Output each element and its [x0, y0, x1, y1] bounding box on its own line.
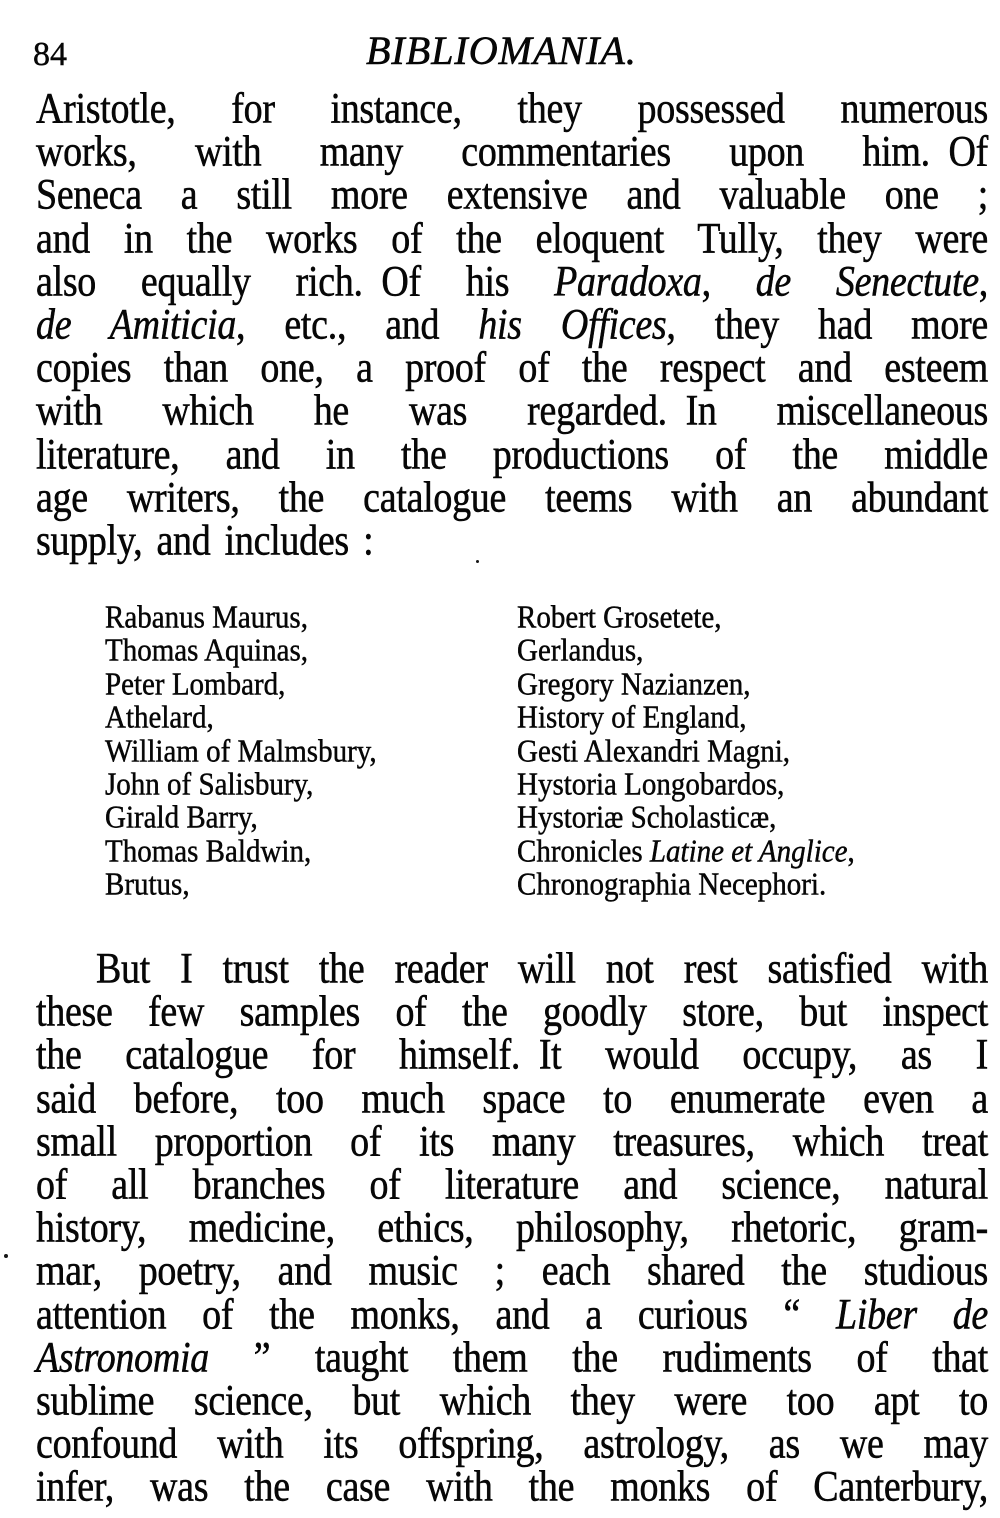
text-line	[105, 634, 377, 670]
text-line	[36, 1291, 988, 1340]
text-segment: Girald Barry,	[105, 801, 258, 836]
text-segment: literature, and in the productions of the middle	[36, 430, 988, 479]
text-segment: Thomas Aquinas,	[105, 634, 308, 669]
text-line	[36, 1075, 988, 1124]
italic-text: de Amiticia	[36, 301, 237, 349]
text-line	[36, 1377, 988, 1426]
scan-speck	[476, 560, 479, 563]
text-line	[105, 734, 377, 770]
text-line	[36, 258, 988, 307]
catalogue-column-right	[517, 602, 855, 903]
text-segment: Robert Grosetete,	[517, 600, 722, 636]
text-segment: history, medicine, ethics, philosophy, rhetoric, gram-	[36, 1204, 988, 1252]
text-segment: sublime science, but which they were too apt to	[36, 1377, 988, 1425]
italic-text: Latine et Anglice	[649, 834, 848, 869]
body-paragraph-2	[36, 945, 988, 1511]
text-segment: , etc., and	[236, 301, 479, 349]
text-line	[105, 768, 377, 804]
text-segment: the catalogue for himself. It would occupy, as I	[36, 1031, 988, 1080]
text-segment: Seneca a still more extensive and valuable one ;	[36, 171, 988, 220]
text-line	[517, 768, 855, 804]
text-line	[36, 1204, 988, 1253]
text-line	[517, 801, 855, 837]
text-line	[36, 1248, 988, 1297]
text-segment: ,	[847, 834, 855, 869]
text-line	[36, 1420, 988, 1469]
body-paragraph-1	[36, 85, 989, 565]
text-line	[517, 868, 855, 904]
text-segment: Peter Lombard,	[105, 667, 286, 703]
text-segment: small proportion of its many treasures, which treat	[36, 1117, 988, 1166]
text-segment: said before, too much space to enumerate even a	[36, 1074, 988, 1123]
italic-text: his Offices	[478, 301, 667, 349]
text-segment: Athelard,	[105, 700, 214, 736]
text-segment: and in the works of the eloquent Tully, they were	[36, 214, 988, 263]
text-line	[36, 945, 988, 994]
text-segment: of all branches of literature and science, natural	[36, 1161, 988, 1209]
text-segment: , they had more	[666, 301, 989, 349]
text-line	[517, 734, 855, 770]
text-line	[36, 1118, 988, 1167]
text-segment: works, with many commentaries upon him. Of	[36, 128, 988, 176]
text-line	[517, 834, 855, 870]
text-line	[517, 667, 855, 703]
text-line	[517, 634, 855, 670]
text-segment: Gregory Nazianzen,	[517, 667, 751, 703]
text-line	[105, 667, 377, 703]
catalogue-column-left	[105, 602, 377, 903]
text-segment: attention of the monks, and a curious “	[36, 1290, 836, 1339]
text-line	[105, 601, 377, 637]
text-segment: confound with its offspring, astrology, as we may	[36, 1420, 988, 1468]
text-segment: Gerlandus,	[517, 634, 644, 669]
text-segment: But I trust the reader will not rest satisfied with	[96, 945, 988, 993]
text-line	[36, 988, 988, 1037]
text-segment: John of Salisbury,	[105, 767, 314, 803]
text-line	[36, 474, 988, 523]
text-segment: Aristotle, for instance, they possessed numerous	[36, 85, 988, 133]
text-segment: with which he was regarded. In miscellaneous	[36, 387, 988, 435]
italic-text: Paradoxa	[554, 257, 702, 306]
page-number: 84	[33, 36, 67, 73]
text-segment: Chronographia Necephori.	[517, 867, 827, 903]
text-line	[36, 517, 988, 566]
text-segment: copies than one, a proof of the respect and esteem	[36, 344, 988, 392]
italic-text: de Senectute	[755, 257, 979, 306]
text-segment: supply, and includes :	[36, 517, 374, 565]
text-segment: Hystoria Longobardos,	[517, 767, 785, 803]
italic-text: Astronomia	[36, 1333, 209, 1382]
text-line	[36, 172, 988, 221]
text-segment: infer, was the case with the monks of Canterbury,	[36, 1463, 988, 1511]
text-line	[36, 344, 988, 393]
text-segment: Gesti Alexandri Magni,	[517, 734, 791, 769]
text-line	[105, 834, 377, 870]
text-segment: age writers, the catalogue teems with an abundant	[36, 473, 988, 522]
text-line	[36, 215, 988, 264]
text-segment: Thomas Baldwin,	[105, 834, 312, 869]
text-line	[105, 801, 377, 837]
text-line	[36, 1161, 988, 1210]
text-segment: Hystoriæ Scholasticæ,	[517, 801, 777, 836]
text-segment: Brutus,	[105, 867, 190, 903]
text-line	[36, 1463, 988, 1512]
text-segment: mar, poetry, and music ; each shared the studious	[36, 1247, 988, 1295]
text-segment: ,	[701, 257, 756, 306]
text-segment: Chronicles	[517, 834, 650, 869]
text-line	[36, 85, 988, 134]
text-line	[517, 601, 855, 637]
text-line	[36, 301, 988, 350]
text-line	[36, 431, 988, 480]
text-segment: ” taught them the rudiments of that	[208, 1333, 988, 1382]
text-segment: William of Malmsbury,	[105, 734, 377, 769]
text-segment: ,	[978, 257, 988, 306]
italic-text: Liber de	[835, 1290, 988, 1339]
text-line	[36, 388, 988, 437]
text-line	[517, 701, 855, 737]
text-line	[36, 1334, 988, 1383]
text-segment: these few samples of the goodly store, but inspect	[36, 988, 988, 1036]
text-segment: History of England,	[517, 700, 747, 736]
text-segment: also equally rich. Of his	[36, 257, 555, 306]
text-segment: Rabanus Maurus,	[105, 600, 308, 636]
scan-speck	[4, 1254, 8, 1258]
text-line	[36, 1032, 988, 1081]
running-title: BIBLIOMANIA.	[366, 28, 637, 73]
text-line	[36, 128, 988, 177]
text-line	[105, 701, 377, 737]
text-line	[105, 868, 377, 904]
